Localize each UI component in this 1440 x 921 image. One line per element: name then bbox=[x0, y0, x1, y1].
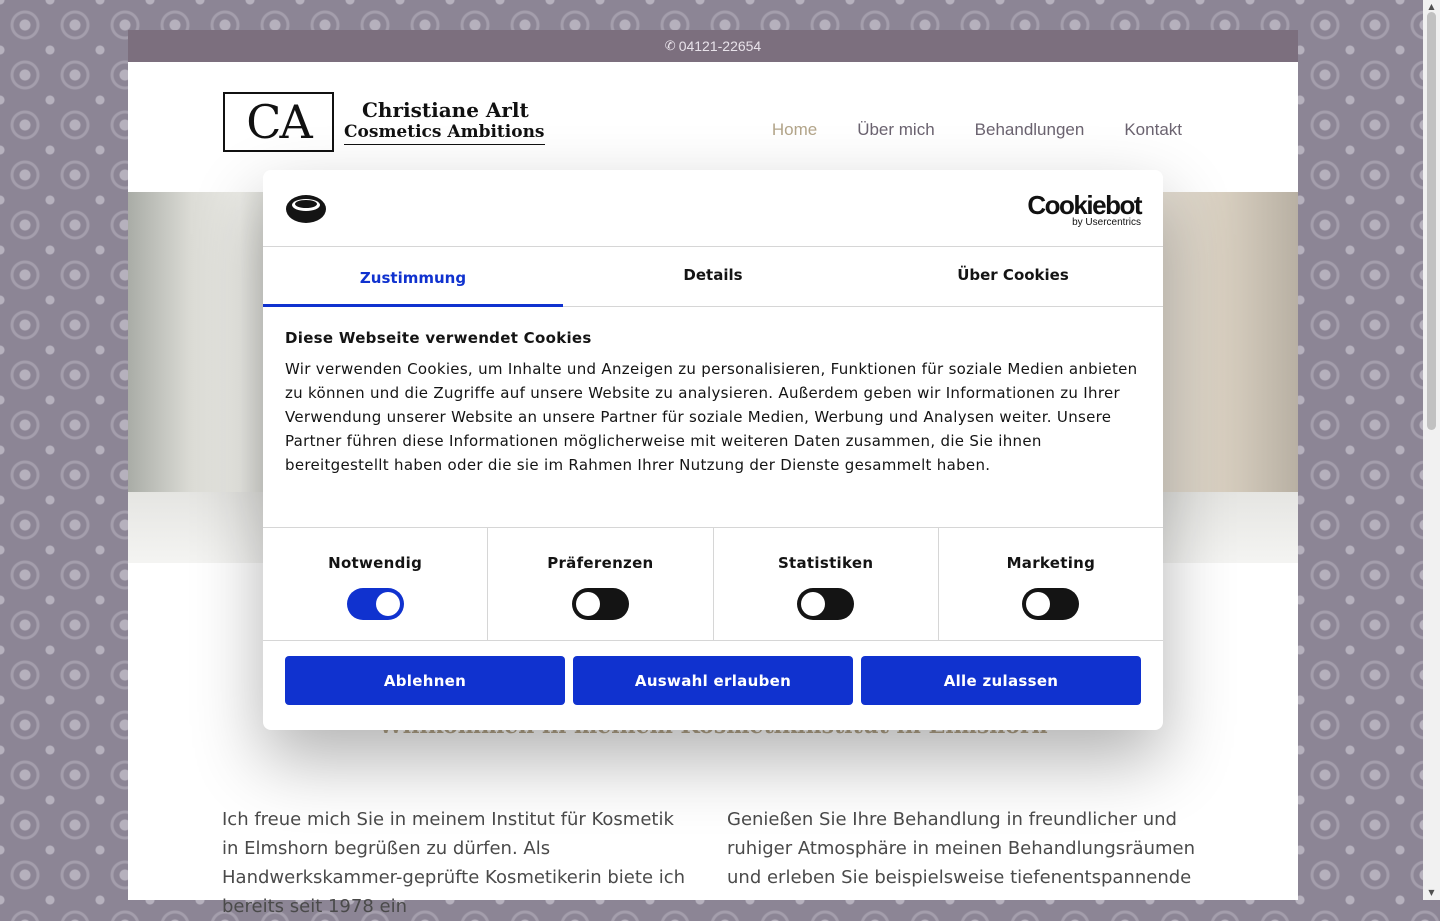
nav-contact[interactable]: Kontakt bbox=[1124, 120, 1182, 139]
category-label: Statistiken bbox=[777, 554, 874, 572]
cookie-consent-dialog bbox=[263, 170, 1163, 730]
category-preferences bbox=[488, 528, 713, 640]
logo-line-2: Cosmetics Ambitions bbox=[344, 121, 545, 145]
top-bar bbox=[128, 30, 1298, 62]
category-statistics bbox=[714, 528, 939, 640]
cookiebot-sub: by Usercentrics bbox=[1072, 217, 1141, 228]
scrollbar[interactable] bbox=[1423, 0, 1440, 900]
nav-treatments[interactable]: Behandlungen bbox=[974, 120, 1085, 139]
logo-line-1: Christiane Arlt bbox=[362, 98, 529, 122]
logo[interactable] bbox=[223, 92, 545, 152]
tab-details[interactable]: Details bbox=[683, 266, 743, 284]
toggle-marketing[interactable] bbox=[1022, 588, 1079, 620]
category-necessary bbox=[263, 528, 488, 640]
dialog-text: Wir verwenden Cookies, um Inhalte und Anzeigen zu personalisieren, Funktionen für soziale Medien anbieten zu können und die Zugriffe auf unsere Website zu analysieren. Außerdem geben wir Informationen zu Ihrer Verwendung unserer Website an unsere Partner für soziale Medien, Werbung und Analysen weiter. Unsere Partner führen diese Informationen möglicherweise mit weiteren Daten zusammen, die Sie ihnen bereitgestellt haben oder die sie im Rahmen Ihrer Nutzung der Dienste gesammelt haben. bbox=[285, 360, 1138, 474]
phone-icon: ✆ bbox=[664, 38, 676, 53]
tab-consent[interactable]: Zustimmung bbox=[263, 247, 563, 306]
toggle-knob bbox=[576, 592, 600, 616]
toggle-knob bbox=[376, 592, 400, 616]
intro-left: Ich freue mich Sie in meinem Institut für Kosmetik in Elmshorn begrüßen zu dürfen. Als Handwerkskammer-geprüfte Kosmetikerin biete ich bereits seit 1978 ein bbox=[222, 809, 686, 917]
dialog-heading: Diese Webseite verwendet Cookies bbox=[285, 329, 592, 347]
dialog-header bbox=[263, 170, 1163, 247]
cookiebot-name: Cookiebot bbox=[1027, 190, 1141, 220]
deny-button[interactable]: Ablehnen bbox=[285, 656, 565, 705]
toggle-knob bbox=[801, 592, 825, 616]
category-label: Notwendig bbox=[328, 554, 423, 572]
dialog-buttons bbox=[263, 641, 1163, 705]
category-label: Marketing bbox=[1006, 554, 1096, 572]
scroll-down-arrow-icon[interactable]: ▼ bbox=[1428, 888, 1435, 897]
category-label: Präferenzen bbox=[547, 554, 654, 572]
dialog-body bbox=[263, 307, 1163, 528]
toggle-knob bbox=[1026, 592, 1050, 616]
toggle-preferences[interactable] bbox=[572, 588, 629, 620]
cookiebot-brand[interactable] bbox=[1027, 192, 1141, 229]
allow-all-button[interactable]: Alle zulassen bbox=[861, 656, 1141, 705]
cookie-logo-icon bbox=[285, 192, 327, 224]
main-nav bbox=[772, 120, 1182, 140]
logo-text bbox=[344, 99, 545, 145]
nav-home[interactable]: Home bbox=[771, 120, 818, 139]
dialog-tabs bbox=[263, 247, 1163, 307]
allow-selection-button[interactable]: Auswahl erlauben bbox=[573, 656, 853, 705]
tab-about-cookies[interactable]: Über Cookies bbox=[957, 266, 1069, 284]
toggle-statistics[interactable] bbox=[797, 588, 854, 620]
toggle-necessary[interactable] bbox=[347, 588, 404, 620]
scroll-thumb[interactable] bbox=[1427, 12, 1436, 430]
category-toggles bbox=[263, 528, 1163, 641]
logo-initials: CA bbox=[223, 92, 334, 152]
phone-link[interactable]: 04121-22654 bbox=[678, 38, 762, 54]
hero-right-products bbox=[1148, 192, 1298, 492]
intro-right: Genießen Sie Ihre Behandlung in freundlicher und ruhiger Atmosphäre in meinen Behandlungsräumen und erleben Sie beispielsweise tiefenentspannende bbox=[727, 809, 1196, 888]
nav-about[interactable]: Über mich bbox=[857, 120, 935, 139]
scroll-up-arrow-icon[interactable]: ▲ bbox=[1428, 2, 1435, 11]
category-marketing bbox=[939, 528, 1163, 640]
